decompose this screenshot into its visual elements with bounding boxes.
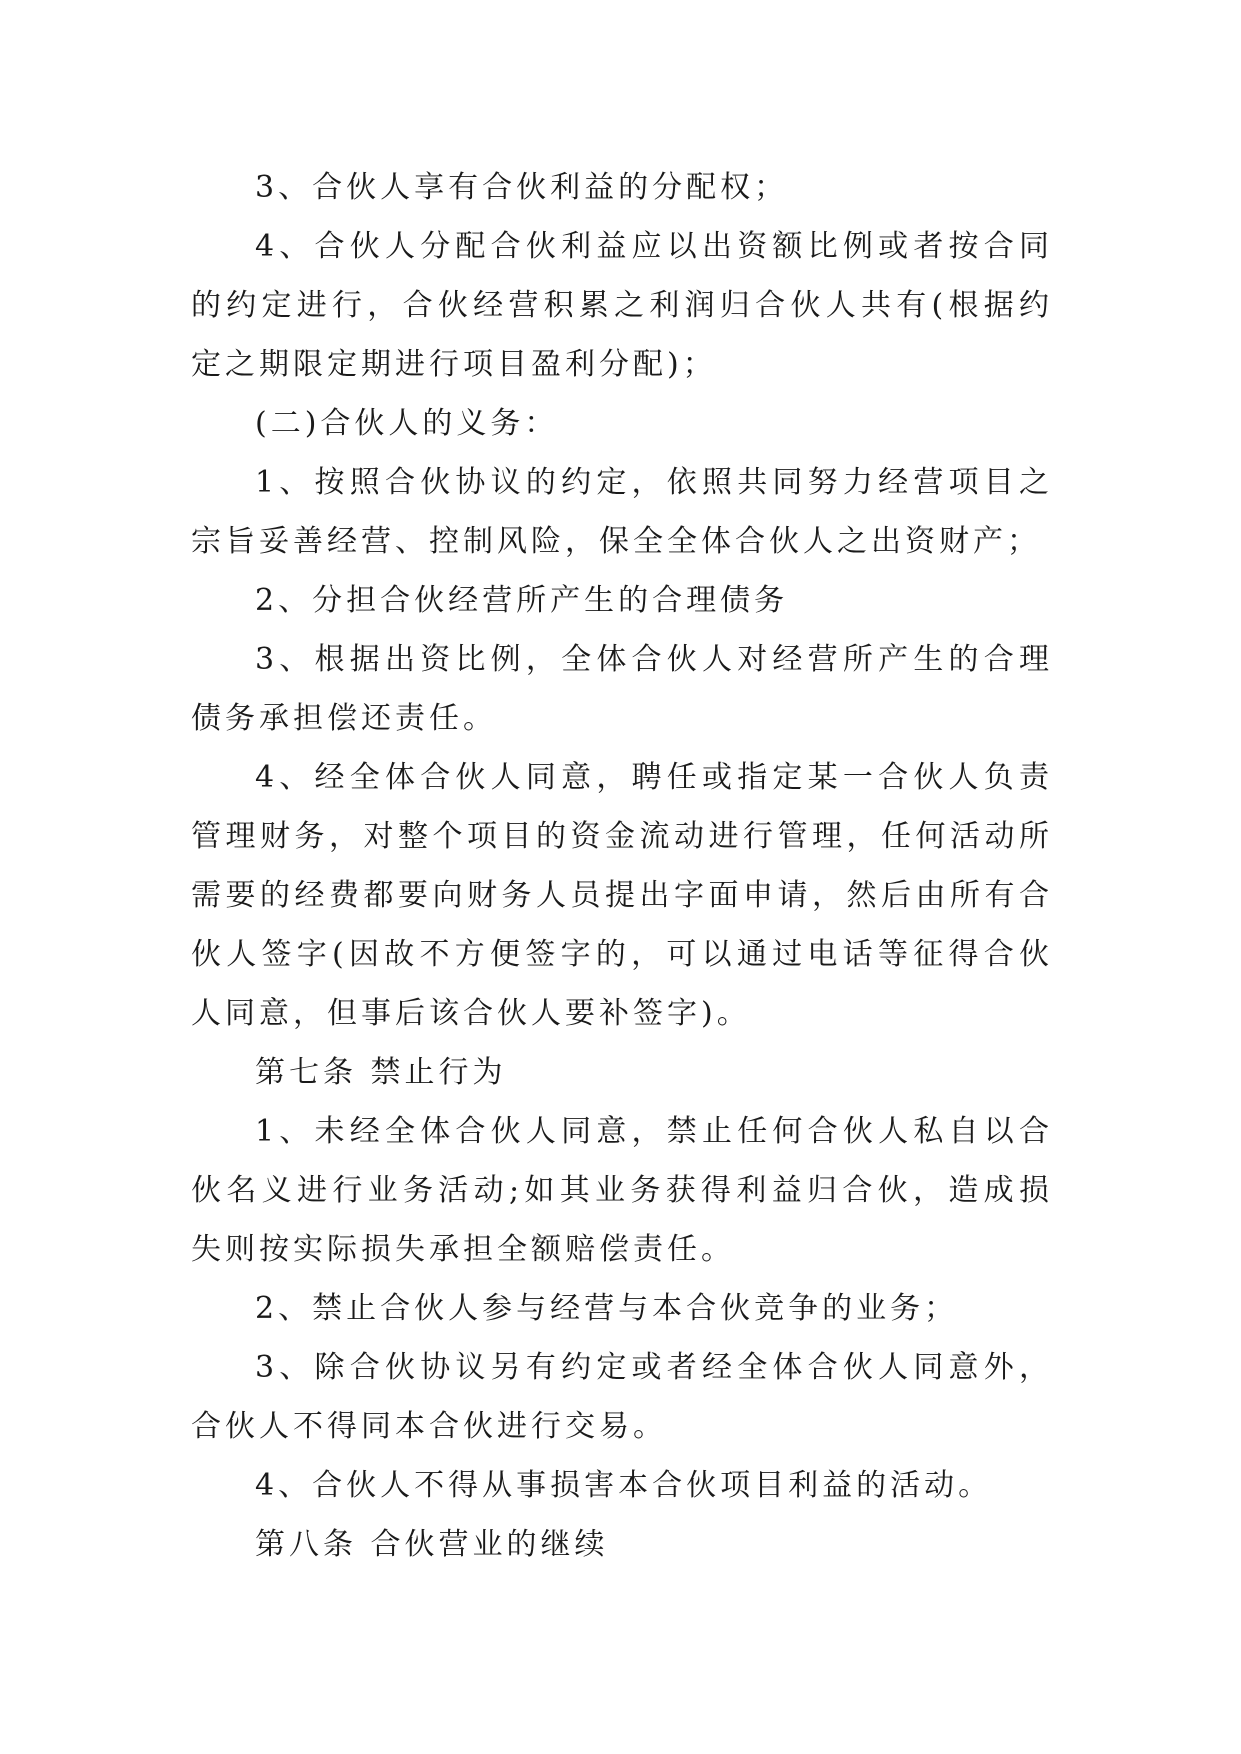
paragraph-obligation-1: 1、按照合伙协议的约定，依照共同努力经营项目之宗旨妥善经营、控制风险，保全全体合伙人之出资财产； xyxy=(191,465,1053,559)
paragraph-obligation-3: 3、根据出资比例，全体合伙人对经营所产生的合理债务承担偿还责任。 xyxy=(191,642,1053,736)
article-heading-8: 第八条 合伙营业的继续 xyxy=(255,1527,609,1562)
article-heading-7: 第七条 禁止行为 xyxy=(255,1055,507,1090)
paragraph-obligation-2: 2、分担合伙经营所产生的合理债务 xyxy=(255,583,789,618)
paragraph-right-4: 4、合伙人分配合伙利益应以出资额比例或者按合同的约定进行，合伙经营积累之利润归合伙人共有(根据约定之期限定期进行项目盈利分配)； xyxy=(191,229,1053,382)
paragraph-prohibition-3: 3、除合伙协议另有约定或者经全体合伙人同意外，合伙人不得同本合伙进行交易。 xyxy=(191,1350,1053,1444)
paragraph-prohibition-2: 2、禁止合伙人参与经营与本合伙竞争的业务； xyxy=(255,1291,959,1326)
section-heading-obligations: (二)合伙人的义务： xyxy=(255,406,559,441)
paragraph-obligation-4: 4、经全体合伙人同意，聘任或指定某一合伙人负责管理财务，对整个项目的资金流动进行管理，任何活动所需要的经费都要向财务人员提出字面申请，然后由所有合伙人签字(因故不方便签字的，可以通过电话等征得合伙人同意，但事后该合伙人要补签字)。 xyxy=(191,760,1053,1031)
paragraph-prohibition-1: 1、未经全体合伙人同意，禁止任何合伙人私自以合伙名义进行业务活动;如其业务获得利益归合伙，造成损失则按实际损失承担全额赔偿责任。 xyxy=(191,1114,1053,1267)
paragraph-prohibition-4: 4、合伙人不得从事损害本合伙项目利益的活动。 xyxy=(255,1468,993,1503)
document-body xyxy=(191,158,1053,1574)
paragraph-right-3: 3、合伙人享有合伙利益的分配权； xyxy=(255,170,789,205)
